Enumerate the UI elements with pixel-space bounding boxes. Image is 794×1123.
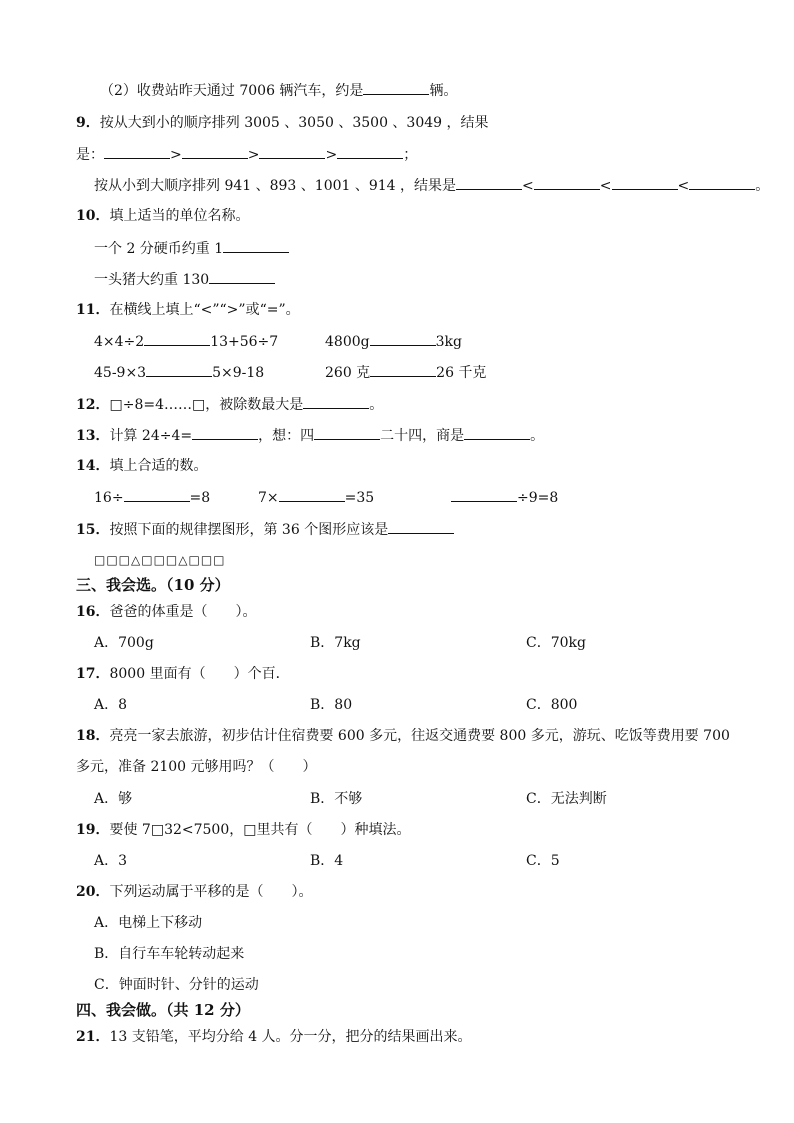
- answer-blank[interactable]: [209, 269, 275, 284]
- question-14-a: 16÷ =8: [94, 487, 210, 508]
- answer-blank[interactable]: [146, 362, 212, 377]
- answer-blank[interactable]: [279, 487, 345, 502]
- question-15: 15．按照下面的规律摆图形，第 36 个图形应该是: [76, 519, 454, 540]
- answer-blank[interactable]: [370, 331, 436, 346]
- option-a[interactable]: A．够: [94, 791, 133, 807]
- answer-blank[interactable]: [182, 144, 248, 159]
- question-17: 17．8000 里面有（ ）个百．: [76, 666, 290, 682]
- question-12: 12．□÷8=4……□，被除数最大是 。: [76, 394, 383, 415]
- answer-blank[interactable]: [124, 487, 190, 502]
- option-a[interactable]: A．3: [94, 853, 128, 869]
- question-16: 16．爸爸的体重是（ ）。: [76, 604, 257, 620]
- option-b[interactable]: B．不够: [310, 791, 363, 807]
- option-b[interactable]: B．4: [310, 853, 344, 869]
- question-10: 10．填上适当的单位名称。: [76, 208, 250, 224]
- question-20: 20．下列运动属于平移的是（ ）。: [76, 884, 313, 900]
- option-c[interactable]: C．无法判断: [526, 791, 607, 807]
- question-14-c: ÷9=8: [451, 487, 558, 508]
- question-11-r1a: 4×4÷2 13+56÷7: [94, 331, 278, 352]
- answer-blank[interactable]: [303, 394, 369, 409]
- question-11: 11．在横线上填上“<”“>”或“=”。: [76, 302, 300, 318]
- answer-blank[interactable]: [223, 238, 289, 253]
- answer-blank[interactable]: [259, 144, 325, 159]
- answer-blank[interactable]: [337, 144, 403, 159]
- option-a[interactable]: A．8: [94, 697, 128, 713]
- option-c[interactable]: C．800: [526, 697, 578, 713]
- answer-blank[interactable]: [451, 487, 517, 502]
- answer-blank[interactable]: [144, 331, 210, 346]
- answer-blank[interactable]: [612, 175, 678, 190]
- question-11-r2c: 260 克 26 千克: [325, 362, 486, 383]
- option-c[interactable]: C．70kg: [526, 635, 586, 651]
- option-a[interactable]: A．700g: [94, 635, 154, 651]
- answer-blank[interactable]: [192, 425, 258, 440]
- question-8-2: （2）收费站昨天通过 7006 辆汽车，约是 辆。: [100, 80, 457, 101]
- answer-blank[interactable]: [534, 175, 600, 190]
- question-9: 9．按从大到小的顺序排列 3005 、3050 、3500 、3049 ，结果: [76, 115, 489, 131]
- question-9-line3: 按从小到大顺序排列 941 、893 、1001 、914 ，结果是 < < < 。: [94, 175, 769, 196]
- question-14-b: 7× =35: [258, 487, 374, 508]
- option-b[interactable]: B．80: [310, 697, 353, 713]
- option-c[interactable]: C．钟面时针、分针的运动: [94, 977, 259, 993]
- option-a[interactable]: A．电梯上下移动: [94, 915, 203, 931]
- answer-blank[interactable]: [104, 144, 170, 159]
- option-c[interactable]: C．5: [526, 853, 560, 869]
- option-b[interactable]: B．7kg: [310, 635, 361, 651]
- section-title: 四、我会做。（共 12 分）: [76, 1001, 250, 1019]
- question-19: 19．要使 7□32<7500，□里共有（ ）种填法。: [76, 822, 411, 838]
- option-b[interactable]: B．自行车车轮转动起来: [94, 946, 245, 962]
- question-13: 13．计算 24÷4= ，想：四 二十四，商是 。: [76, 425, 544, 446]
- answer-blank[interactable]: [388, 519, 454, 534]
- answer-blank[interactable]: [456, 175, 522, 190]
- question-9-line2: 是： > > > ；: [76, 144, 417, 165]
- shape-pattern: □□□△□□□△□□□: [94, 553, 226, 567]
- answer-blank[interactable]: [314, 425, 380, 440]
- question-11-r2a: 45-9×3 5×9-18: [94, 362, 264, 383]
- question-11-r1c: 4800g 3kg: [325, 331, 462, 352]
- question-18-line2: 多元，准备 2100 元够用吗？（ ）: [76, 759, 317, 775]
- question-14: 14．填上合适的数。: [76, 458, 208, 474]
- answer-blank[interactable]: [363, 80, 429, 95]
- question-10-a: 一个 2 分硬币约重 1: [94, 238, 289, 259]
- question-21: 21．13 支铅笔，平均分给 4 人。分一分，把分的结果画出来。: [76, 1029, 472, 1045]
- question-10-b: 一头猪大约重 130: [94, 269, 275, 290]
- question-18: 18．亮亮一家去旅游，初步估计住宿费要 600 多元，往返交通费要 800 多元，游玩、吃饭等费用要 700: [76, 728, 730, 744]
- answer-blank[interactable]: [689, 175, 755, 190]
- section-title: 三、我会选。（10 分）: [76, 576, 230, 594]
- answer-blank[interactable]: [370, 362, 436, 377]
- answer-blank[interactable]: [464, 425, 530, 440]
